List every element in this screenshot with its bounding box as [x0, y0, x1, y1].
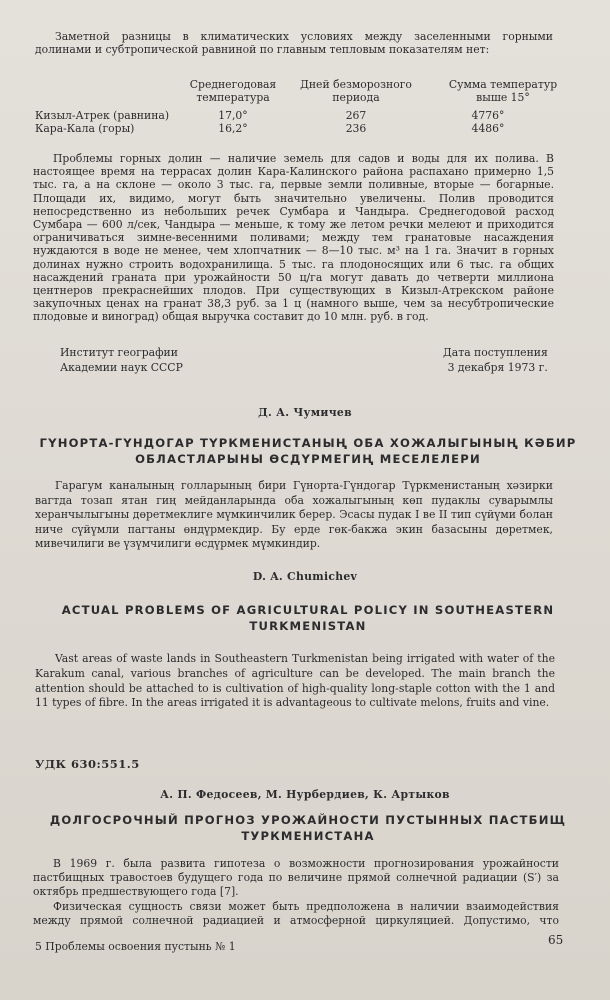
institute-block	[60, 345, 183, 375]
authors-article3: А. П. Федосеев, М. Нурбердиев, К. Артыков	[160, 788, 450, 801]
article3-paragraph2: Физическая сущность связи может быть предположена в наличии взаимодействия между прямой солнечной радиацией и атмосферной циркуляцией. Допустимо, что	[33, 900, 559, 927]
table-header-temperature: Среднегодовая температура	[189, 78, 277, 104]
table-cell-temp: 16,2°	[218, 122, 248, 135]
table-header-temperature-sum: Сумма температур выше 15°	[448, 78, 558, 104]
title-en: ACTUAL PROBLEMS OF AGRICULTURAL POLICY IN SOUTHEASTERN TURKMENISTAN	[61, 603, 555, 633]
received-date: 3 декабря 1973 г.	[447, 361, 548, 374]
table-row-place: Кизыл-Атрек (равнина)	[35, 109, 170, 122]
page-number: 65	[548, 933, 564, 947]
title-article3: ДОЛГОСРОЧНЫЙ ПРОГНОЗ УРОЖАЙНОСТИ ПУСТЫННЫХ ПАСТБИЩ ТУРКМЕНИСТАНА	[49, 813, 567, 843]
climate-table	[0, 0, 610, 150]
udc-code: УДК 630:551.5	[35, 757, 140, 771]
table-row-place: Кара-Кала (горы)	[35, 122, 135, 135]
article1-paragraph: Проблемы горных долин — наличие земель для садов и воды для их полива. В настоящее время на террасах долин Кара-Калинского района распахано примерно 1,5 тыс. га, а на склоне — около 3 тыс. га, первые земли поливные, вторые — богарные. Площади их, видимо, могут быть значительно увеличены. Полив проводится непосредственно из небольших речек Сумбара и Чандыра. Среднегодовой расход Сумбара — 600 л/сек, Чандыра — меньше, к тому же летом речки мелеют и приходится ограничиваться зимне-весенними поливами; между тем гранатовые насаждения нуждаются в воде не менее, чем хлопчатник — 8—10 тыс. м³ на 1 га. Значит в горных долинах нужно строить водохранилища. 5 тыс. га плодоносящих или 6 тыс. га общих насаждений граната при урожайности 50 ц/га могут давать до четверти миллиона центнеров прекраснейших плодов. При существующих в Кизыл-Атрекском районе закупочных ценах на гранат 38,3 руб. за 1 ц (намного выше, чем за несубтропические плодовые и виноград) общая выручка составит до 10 млн. руб. в год.	[33, 152, 554, 324]
footer-signature: 5 Проблемы освоения пустынь № 1	[35, 940, 236, 953]
received-block	[443, 345, 548, 375]
abstract-en: Vast areas of waste lands in Southeastern Turkmenistan being irrigated with water of the Karakum canal, various branches of agriculture can be developed. The main branch the attention should be attached to is cultivation of high-quality long-staple cotton with the 1 and 11 types of fibre. In the areas irrigated it is advantageous to cultivate melons, fruits and vine.	[35, 652, 555, 710]
table-header-frost-free-days: Дней безморозного периода	[300, 78, 412, 104]
table-cell-temp: 17,0°	[218, 109, 248, 122]
abstract-tm: Гарагум каналының голларының бири Гүнорта-Гүндогар Түркменистаның хәзирки вагтда тозап ятан гиң мейданларында оба хожалыгының көп пудаклы суварымлы херанчылыгыны дөретмеклиге мүмкинчилик берер. Эсасы пудак I ве II тип сүйүми болан ниче сүйүмли пагтаны өндүрмекдир. Бу ерде гөк-бакжа экин базасыны дөретмек, мивечилиги ве үзүмчилиги өсдүрмек мүмкиндир.	[35, 479, 553, 550]
author-en: D. A. Chumichev	[252, 570, 358, 583]
institute-line1: Институт географии	[60, 346, 178, 359]
received-label: Дата поступления	[443, 346, 548, 359]
table-cell-sum: 4776°	[471, 109, 505, 122]
table-cell-days: 236	[345, 122, 367, 135]
title-tm: ГҮНОРТА-ГҮНДОГАР ТҮРКМЕНИСТАНЫҢ ОБА ХОЖАЛЫГЫНЫҢ КӘБИР ОБЛАСТЛАРЫНЫ ӨСДҮРМЕГИҢ МЕСЕЛЕЛЕРИ	[39, 436, 577, 466]
institute-line2: Академии наук СССР	[60, 361, 183, 374]
intro-paragraph: Заметной разницы в климатических условиях между заселенными горными долинами и субтропической равниной по главным тепловым показателям нет:	[35, 30, 553, 57]
article3-paragraph1: В 1969 г. была развита гипотеза о возможности прогнозирования урожайности пастбищных травостоев будущего года по величине прямой солнечной радиации (S′) за октябрь предшествующего года [7].	[33, 857, 559, 898]
author-tm: Д. А. Чумичев	[258, 406, 352, 419]
table-cell-days: 267	[345, 109, 367, 122]
table-cell-sum: 4486°	[471, 122, 505, 135]
